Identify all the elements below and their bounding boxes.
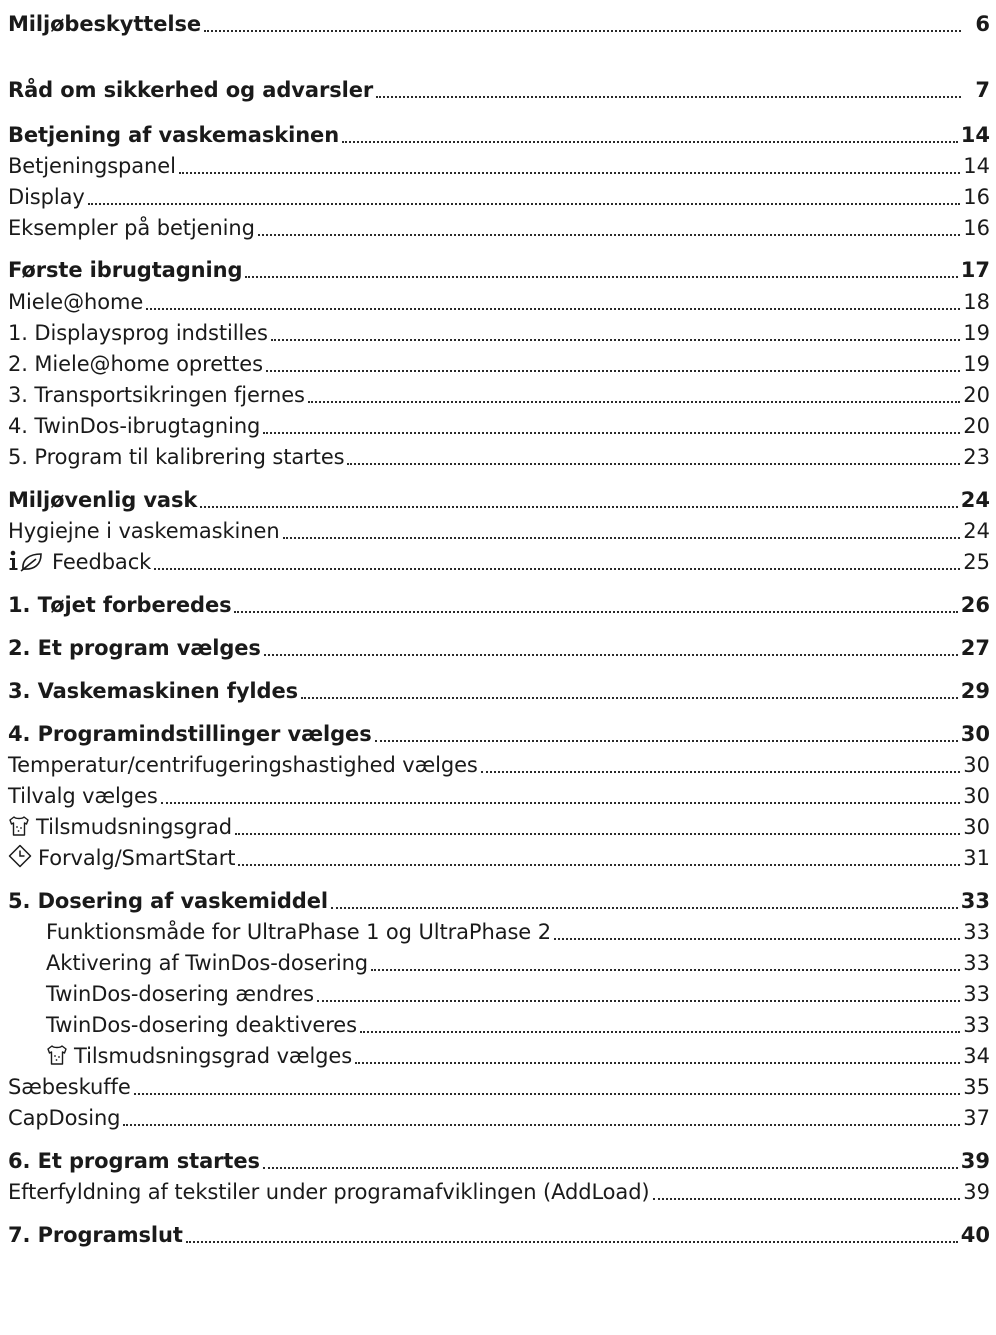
toc-entry-label: Eksempler på betjening [8,216,255,240]
dot-leader [245,256,957,284]
toc-entry [8,881,990,915]
toc-page-number: 20 [963,383,990,407]
toc-page-number: 33 [960,889,990,913]
toc-entry [8,313,990,347]
toc-entry-title [8,412,260,440]
dot-leader [371,949,960,977]
toc-entry-label: Betjeningspanel [8,154,176,178]
toc-entry-label: 5. Program til kalibrering startes [8,445,345,469]
toc-entry-title [8,751,478,779]
toc-entry-label: 4. TwinDos-ibrugtagning [8,414,261,438]
toc-entry-label: TwinDos-dosering deaktiveres [46,1013,357,1037]
toc-entry-label: 1. Tøjet forberedes [8,593,232,617]
toc-entry-label: 5. Dosering af vaskemiddel [8,889,328,913]
dot-leader [234,591,957,619]
toc-entry-title [8,1073,131,1101]
toc-entry-title [8,813,232,841]
toc-entry-title [8,634,261,662]
toc-entry [8,585,990,619]
dot-leader [238,844,960,872]
toc-entry-title [8,121,339,149]
dot-leader [179,152,960,180]
toc-entry-label: Display [8,185,85,209]
toc-page-number: 31 [963,846,990,870]
dot-leader [317,980,960,1008]
dot-leader [134,1073,961,1101]
toc-entry [8,177,990,211]
dot-leader [481,751,961,779]
dot-leader [161,782,961,810]
toc-entry-label: Tilsmudsningsgrad vælges [74,1044,353,1068]
toc-page-number: 25 [963,550,990,574]
toc-page-number: 33 [963,982,990,1006]
dot-leader [308,381,960,409]
toc-entry [46,912,990,946]
toc-page-number: 20 [963,414,990,438]
dot-leader [347,443,960,471]
toc-page-number: 14 [960,123,990,147]
toc-entry-title [8,319,268,347]
dot-leader [283,517,961,545]
dot-leader [375,720,958,748]
toc-entry [8,4,990,38]
toc-entry [46,1005,990,1039]
toc-entry-label: 1. Displaysprog indstilles [8,321,268,345]
toc-entry-title [8,677,298,705]
toc-entry-label: Miljøvenlig vask [8,488,198,512]
toc-page-number: 16 [963,216,990,240]
toc-page-number: 34 [963,1044,990,1068]
toc-entry-label: Sæbeskuffe [8,1075,131,1099]
toc-entry-title [8,76,373,104]
toc-entry [8,480,990,514]
toc-page-number: 33 [963,951,990,975]
toc-page-number: 16 [963,185,990,209]
toc-page-number: 37 [963,1106,990,1130]
toc-entry [8,115,990,149]
toc-page-number: 17 [960,258,990,282]
toc-page-number: 30 [963,815,990,839]
toc-entry-title [8,381,305,409]
toc-entry-title [8,517,280,545]
toc-entry-label: 4. Programindstillinger vælges [8,722,372,746]
dot-leader [355,1042,960,1070]
toc-entry-label: Hygiejne i vaskemaskinen [8,519,280,543]
dot-leader [258,214,960,242]
toc-entry-title [8,183,85,211]
toc-entry [8,1098,990,1132]
dot-leader [264,634,958,662]
shirt-icon [8,815,36,839]
dot-leader [146,288,960,316]
toc-entry [46,974,990,1008]
toc-entry [8,344,990,378]
toc-entry-title [8,486,197,514]
toc-entry [8,671,990,705]
toc-entry [46,1036,990,1070]
toc-entry-title [8,256,242,284]
toc-page-number: 29 [960,679,990,703]
shirt-icon [46,1044,74,1068]
dot-leader [554,918,960,946]
toc-entry-label: Miele@home [8,290,144,314]
dot-leader [266,350,960,378]
info-leaf-icon [8,550,52,574]
toc-entry [8,776,990,810]
toc-entry [8,70,990,104]
toc-entry [8,375,990,409]
toc-entry [8,838,990,872]
dot-leader [263,412,960,440]
toc-page-number: 30 [960,722,990,746]
toc-page-number: 39 [960,1149,990,1173]
toc-entry [46,943,990,977]
toc-entry-title [8,350,263,378]
clock-diamond-icon [8,846,38,870]
toc-entry-title [8,591,231,619]
toc-entry-label: CapDosing [8,1106,121,1130]
toc-entry-label: Råd om sikkerhed og advarsler [8,78,374,102]
toc-entry-title [8,720,372,748]
toc-entry [8,1172,990,1206]
toc-entry-title [8,844,235,872]
toc-entry-label: Første ibrugtagning [8,258,243,282]
toc-page-number: 7 [975,78,990,102]
toc-page-number: 30 [963,753,990,777]
toc-entry [8,714,990,748]
toc-entry-label: Efterfyldning af tekstiler under programafviklingen (AddLoad) [8,1180,650,1204]
dot-leader [271,319,960,347]
dot-leader [123,1104,960,1132]
toc-page-number: 27 [960,636,990,660]
toc-entry-title [8,288,143,316]
toc-entry-label: Forvalg/SmartStart [38,846,236,870]
toc-entry-label: 2. Et program vælges [8,636,261,660]
toc-entry-label: Funktionsmåde for UltraPhase 1 og UltraPhase 2 [46,920,551,944]
toc-page-number: 18 [963,290,990,314]
dot-leader [186,1221,958,1249]
toc-page-number: 6 [975,12,990,36]
toc-entry [8,807,990,841]
dot-leader [154,548,960,576]
dot-leader [204,10,961,38]
toc-page-number: 26 [960,593,990,617]
toc-page-number: 19 [963,321,990,345]
toc-entry-title [46,918,551,946]
toc-entry [8,146,990,180]
toc-entry-label: Aktivering af TwinDos-dosering [46,951,369,975]
toc-page-number: 39 [963,1180,990,1204]
toc-entry-label: 7. Programslut [8,1223,183,1247]
dot-leader [301,677,958,705]
toc-page-number: 33 [963,1013,990,1037]
toc-entry [8,250,990,284]
dot-leader [263,1147,958,1175]
toc-page-number: 14 [963,154,990,178]
toc-page-number: 19 [963,352,990,376]
toc-entry-title [46,1011,357,1039]
dot-leader [342,121,958,149]
toc-entry [8,437,990,471]
toc-page-number: 23 [963,445,990,469]
toc-entry-label: 3. Vaskemaskinen fyldes [8,679,298,703]
toc-entry-title [46,1042,352,1070]
toc-entry-title [8,1178,650,1206]
toc-entry [8,1141,990,1175]
toc-page-number: 24 [960,488,990,512]
toc-page-number: 33 [963,920,990,944]
toc-entry-label: 3. Transportsikringen fjernes [8,383,305,407]
toc-entry-title [8,1147,260,1175]
toc-entry-label: TwinDos-dosering ændres [46,982,315,1006]
toc-entry-label: Feedback [52,550,152,574]
toc-entry-label: Tilsmudsningsgrad [36,815,233,839]
toc-entry-title [46,980,314,1008]
toc-entry-title [8,214,255,242]
dot-leader [88,183,961,211]
toc-entry [8,628,990,662]
toc-entry-label: 2. Miele@home oprettes [8,352,263,376]
toc-entry-title [8,887,328,915]
dot-leader [360,1011,960,1039]
toc-entry-label: Betjening af vaskemaskinen [8,123,340,147]
toc-page-number: 40 [960,1223,990,1247]
toc-entry-title [8,1104,120,1132]
toc-page-number: 30 [963,784,990,808]
toc-page-number: 35 [963,1075,990,1099]
toc-entry-title [8,548,151,576]
dot-leader [331,887,958,915]
toc-entry-title [8,782,158,810]
toc-entry [8,511,990,545]
toc-entry-title [8,1221,183,1249]
toc-entry [8,542,990,576]
dot-leader [200,486,957,514]
toc-entry-title [8,10,201,38]
toc-entry [8,282,990,316]
toc-entry [8,208,990,242]
dot-leader [235,813,960,841]
toc-entry [8,1215,990,1249]
toc-entry [8,406,990,440]
toc-entry-title [8,152,176,180]
toc-entry [8,1067,990,1101]
toc-page-number: 24 [963,519,990,543]
dot-leader [376,76,961,104]
toc-entry-label: 6. Et program startes [8,1149,260,1173]
toc-entry [8,745,990,779]
toc-entry-label: Tilvalg vælges [8,784,158,808]
toc-entry-label: Miljøbeskyttelse [8,12,202,36]
toc-entry-title [8,443,344,471]
dot-leader [653,1178,961,1206]
toc-entry-title [46,949,368,977]
toc-entry-label: Temperatur/centrifugeringshastighed vælges [8,753,478,777]
